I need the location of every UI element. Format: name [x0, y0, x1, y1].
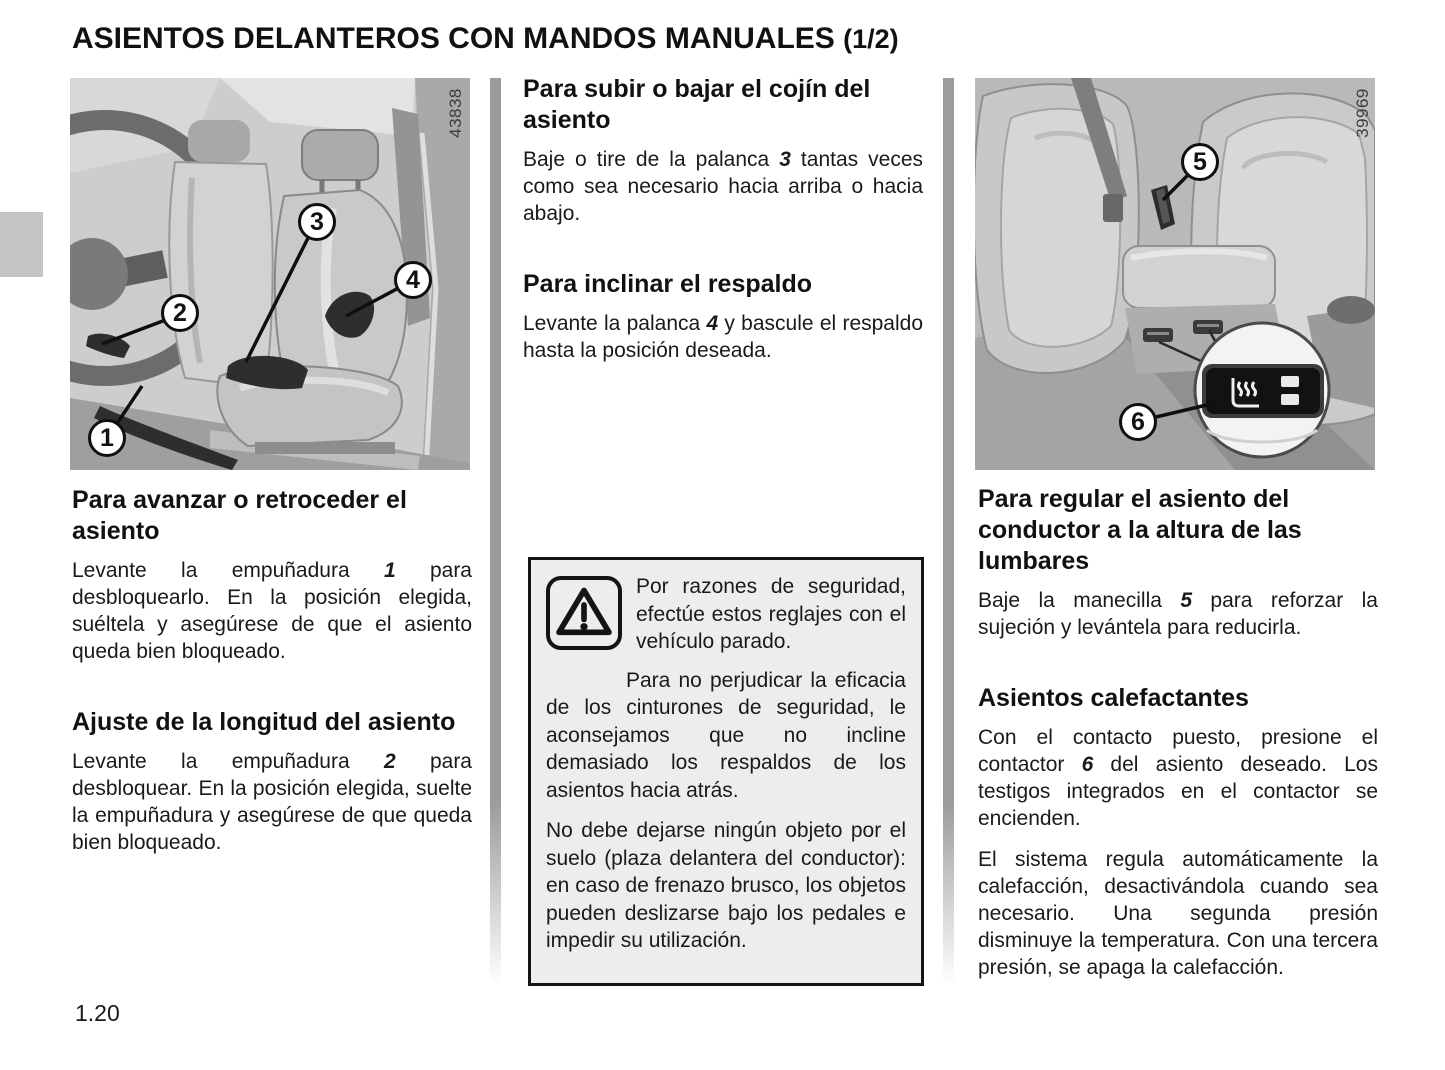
- paragraph-backrest: [523, 310, 923, 364]
- paragraph-heated-seats-2: El sistema regula automáticamente la calefacción, desactivándola cuando sea necesario. Una segunda presión disminuye la temperatura. Con una tercera presión, se apaga la calefacción.: [978, 848, 1378, 979]
- paragraph-text: para desbloquearlo. En la posición elegida, suéltela y asegúrese de que el asiento queda bien bloqueado.: [72, 559, 472, 663]
- switch-inset-magnifier: [1195, 323, 1329, 457]
- safety-warning-box: [528, 557, 924, 986]
- paragraph-text: Levante la palanca: [523, 312, 707, 335]
- callout-6: 6: [1119, 403, 1157, 441]
- part-reference-3: 3: [779, 148, 791, 171]
- left-column: [72, 485, 472, 870]
- column-separator-left: [490, 78, 501, 985]
- figure-front-seat-levers: [70, 78, 470, 470]
- paragraph-seat-length: [72, 748, 472, 856]
- paragraph-heated-seats-1: [978, 724, 1378, 832]
- paragraph-text: tantas veces como sea necesario hacia arriba o hacia abajo.: [523, 148, 924, 225]
- right-column: [978, 484, 1378, 995]
- callout-3: 3: [298, 203, 336, 241]
- figure-id-label: 39969: [1353, 88, 1372, 138]
- section-heading-heated-seats: Asientos calefactantes: [978, 684, 1249, 712]
- paragraph-lumbar: [978, 587, 1378, 641]
- paragraph-text: Baje la manecilla: [978, 589, 1181, 612]
- paragraph-move-seat: [72, 557, 472, 665]
- part-reference-1: 1: [383, 559, 396, 582]
- paragraph-text: Levante la empuñadura: [72, 559, 384, 582]
- paragraph-text: del asiento deseado. Los testigos integrados en el contactor se encienden.: [978, 753, 1378, 830]
- part-reference-2: 2: [383, 750, 396, 773]
- callout-5: 5: [1181, 143, 1219, 181]
- callout-2: 2: [161, 294, 199, 332]
- chapter-edge-tab: [0, 212, 43, 277]
- part-reference-4: 4: [706, 312, 719, 335]
- section-heading-move-seat: Para avanzar o retroceder el asiento: [72, 486, 407, 545]
- page-title-text: ASIENTOS DELANTEROS CON MANDOS MANUALES: [72, 22, 844, 55]
- page-title-part: (1/2): [843, 24, 899, 54]
- indicator-light-top: [1281, 376, 1299, 387]
- seats-rear-view-illustration: [975, 78, 1375, 470]
- paragraph-text: y bascule el respaldo hasta la posición deseada.: [523, 312, 924, 362]
- paragraph-text: para reforzar la sujeción y levántela para reducirla.: [978, 589, 1378, 639]
- part-reference-5: 5: [1180, 589, 1193, 612]
- page-title: [72, 22, 899, 56]
- section-heading-seat-length: Ajuste de la longitud del asiento: [72, 708, 456, 736]
- indicator-light-bottom: [1281, 394, 1299, 405]
- paragraph-text: para desbloquear. En la posición elegida, suelte la empuñadura y asegúrese de que queda bien bloqueado.: [72, 750, 472, 854]
- warning-triangle-icon: [546, 576, 622, 650]
- callout-1: 1: [88, 419, 126, 457]
- figure-lumbar-heater: [975, 78, 1375, 470]
- paragraph-text: Levante la empuñadura: [72, 750, 384, 773]
- page-number: 1.20: [75, 1000, 120, 1026]
- warning-paragraph-2: Para no perjudicar la eficacia de los cinturones de seguridad, le aconsejamos que no incline demasiado los respaldos de los asientos hacia atrás.: [546, 668, 906, 802]
- section-heading-lumbar: Para regular el asiento del conductor a la altura de las lumbares: [978, 485, 1302, 575]
- warning-paragraph-3: No debe dejarse ningún objeto por el suelo (plaza delantera del conductor): en caso de frenazo brusco, los objetos pueden deslizarse bajo los pedales e impedir su utilización.: [546, 819, 906, 952]
- section-heading-cushion: Para subir o bajar el cojín del asiento: [523, 75, 871, 134]
- callout-4: 4: [394, 261, 432, 299]
- part-reference-6: 6: [1081, 753, 1094, 776]
- figure-id-label: 43838: [446, 88, 465, 138]
- column-separator-right: [943, 78, 954, 985]
- middle-column: [523, 74, 923, 378]
- paragraph-text: Baje o tire de la palanca: [523, 148, 780, 171]
- paragraph-cushion: [523, 146, 923, 227]
- section-heading-backrest: Para inclinar el respaldo: [523, 270, 813, 298]
- warning-paragraph-1: Por razones de seguridad, efectúe estos reglajes con el vehículo parado.: [636, 575, 906, 653]
- paragraph-text: Con el contacto puesto, presione el contactor: [978, 726, 1378, 776]
- left-seat-illustration: [975, 84, 1139, 373]
- heated-seat-switch: [1202, 364, 1324, 418]
